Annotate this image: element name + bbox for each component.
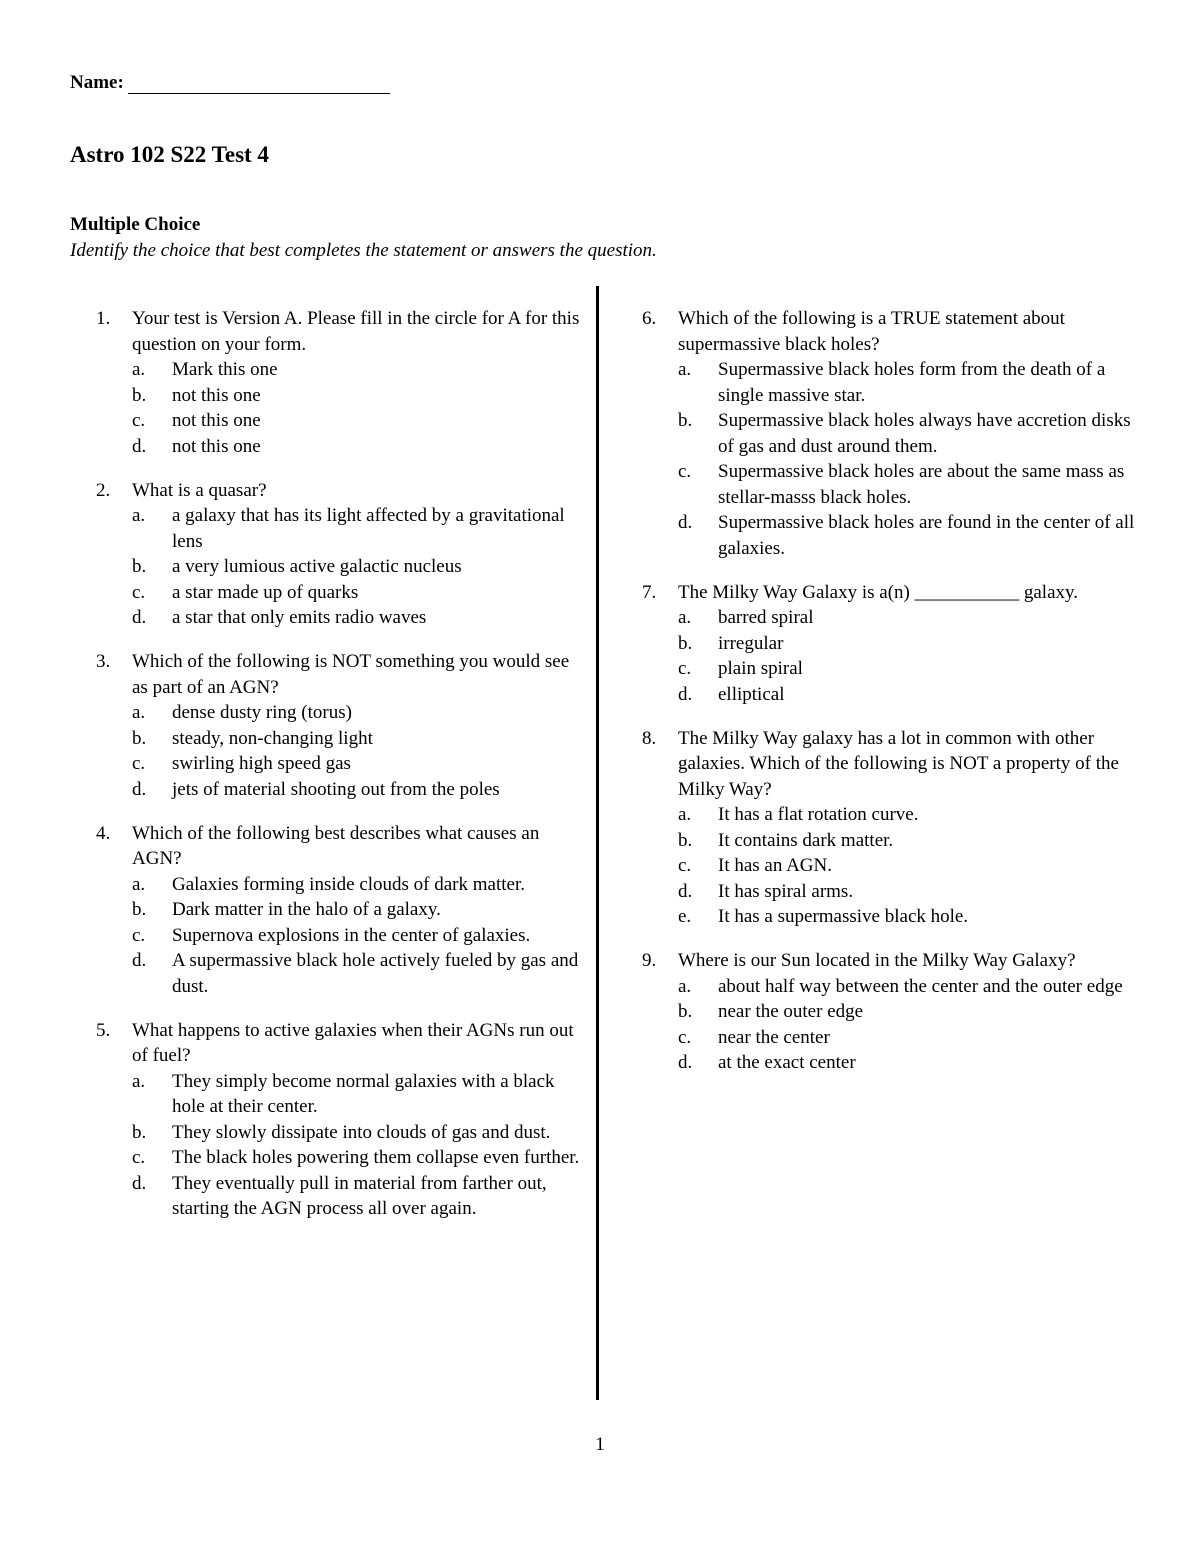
question-text: Which of the following best describes what causes an AGN? bbox=[132, 822, 540, 869]
choice-text: The black holes powering them collapse even further. bbox=[172, 1147, 580, 1168]
question-number: 2. bbox=[96, 479, 111, 501]
choice-text: barred spiral bbox=[718, 607, 814, 628]
answer-choice bbox=[132, 383, 586, 409]
question-text: Which of the following is a TRUE statement about supermassive black holes? bbox=[678, 308, 1065, 355]
choice-letter: a. bbox=[132, 505, 146, 526]
choice-letter: d. bbox=[132, 607, 147, 628]
choice-text: It has spiral arms. bbox=[718, 880, 854, 902]
answer-choice bbox=[132, 1120, 586, 1146]
answer-choice bbox=[678, 904, 1142, 930]
choice-text: not this one bbox=[172, 384, 261, 406]
choice-letter: d. bbox=[132, 435, 147, 457]
choice-letter: a. bbox=[132, 702, 146, 723]
answer-choice bbox=[678, 459, 1142, 510]
choice-text: They slowly dissipate into clouds of gas and dust. bbox=[172, 1121, 551, 1143]
question-number: 3. bbox=[96, 651, 111, 672]
choice-letter: b. bbox=[678, 829, 693, 851]
choice-text: about half way between the center and the outer edge bbox=[718, 975, 1123, 997]
choice-text: It has a supermassive black hole. bbox=[718, 906, 969, 927]
answer-choice bbox=[132, 751, 586, 777]
answer-choice bbox=[678, 853, 1142, 879]
choice-letter: a. bbox=[132, 1070, 146, 1092]
answer-choice bbox=[678, 828, 1142, 854]
choice-letter: d. bbox=[132, 778, 147, 800]
answer-choice bbox=[678, 879, 1142, 905]
choice-text: near the outer edge bbox=[718, 1001, 864, 1022]
question-number: 5. bbox=[96, 1019, 111, 1041]
choice-letter: c. bbox=[132, 753, 146, 774]
choice-text: a galaxy that has its light affected by a gravitational lens bbox=[172, 505, 565, 552]
choice-letter: d. bbox=[678, 1052, 693, 1073]
question-body bbox=[678, 580, 1142, 708]
choice-text: Supermassive black holes always have accretion disks of gas and dust around them. bbox=[718, 410, 1131, 457]
question-body bbox=[132, 649, 586, 802]
choice-letter: a. bbox=[132, 359, 146, 380]
choice-letter: c. bbox=[678, 855, 692, 876]
question-text: The Milky Way Galaxy is a(n) ___________ galaxy. bbox=[678, 581, 1079, 603]
question-text: What is a quasar? bbox=[132, 479, 267, 501]
choice-text: Supernova explosions in the center of galaxies. bbox=[172, 924, 531, 946]
answer-choice bbox=[132, 726, 586, 752]
answer-choice bbox=[678, 974, 1142, 1000]
question-item bbox=[96, 821, 586, 1000]
question-text: The Milky Way galaxy has a lot in common with other galaxies. Which of the following is NOT a property of the Milky Way? bbox=[678, 727, 1119, 800]
question-column-right bbox=[642, 306, 1142, 1094]
choice-text: They eventually pull in material from farther out, starting the AGN process all over again. bbox=[172, 1172, 547, 1219]
question-text: Your test is Version A. Please fill in the circle for A for this question on your form. bbox=[132, 308, 580, 355]
question-body bbox=[678, 948, 1142, 1076]
answer-choice bbox=[678, 682, 1142, 708]
question-text: Where is our Sun located in the Milky Way Galaxy? bbox=[678, 950, 1076, 971]
choice-letter: b. bbox=[678, 1001, 693, 1022]
answer-choice bbox=[132, 554, 586, 580]
answer-choice bbox=[132, 700, 586, 726]
choice-text: steady, non-changing light bbox=[172, 727, 373, 749]
name-field bbox=[70, 72, 390, 94]
choice-letter: b. bbox=[132, 899, 147, 920]
choice-letter: b. bbox=[132, 556, 147, 577]
question-body bbox=[132, 306, 586, 459]
name-blank-line[interactable] bbox=[128, 73, 390, 94]
choice-letter: c. bbox=[678, 658, 692, 679]
choice-text: swirling high speed gas bbox=[172, 753, 351, 774]
answer-choice bbox=[132, 1069, 586, 1120]
choice-letter: b. bbox=[678, 410, 693, 431]
choice-text: They simply become normal galaxies with a black hole at their center. bbox=[172, 1070, 555, 1117]
question-item bbox=[642, 306, 1142, 561]
choice-letter: a. bbox=[678, 975, 692, 997]
question-item bbox=[96, 1018, 586, 1222]
question-item bbox=[642, 726, 1142, 930]
question-number: 4. bbox=[96, 822, 111, 844]
choice-text: a very lumious active galactic nucleus bbox=[172, 556, 462, 577]
answer-choice bbox=[132, 948, 586, 999]
question-text: What happens to active galaxies when their AGNs run out of fuel? bbox=[132, 1019, 574, 1066]
answer-choice bbox=[132, 434, 586, 460]
answer-choice bbox=[678, 631, 1142, 657]
choice-letter: b. bbox=[132, 384, 147, 406]
column-divider bbox=[596, 286, 599, 1400]
choice-text: Dark matter in the halo of a galaxy. bbox=[172, 899, 441, 920]
question-body bbox=[132, 821, 586, 1000]
answer-choice bbox=[678, 656, 1142, 682]
page-number: 1 bbox=[595, 1434, 605, 1455]
answer-choice bbox=[132, 777, 586, 803]
choice-letter: c. bbox=[132, 581, 146, 603]
question-text: Which of the following is NOT something you would see as part of an AGN? bbox=[132, 651, 570, 698]
answer-choice bbox=[678, 510, 1142, 561]
question-item bbox=[642, 580, 1142, 708]
answer-choice bbox=[132, 408, 586, 434]
question-number: 9. bbox=[642, 950, 657, 971]
choice-letter: b. bbox=[132, 1121, 147, 1143]
question-body bbox=[132, 1018, 586, 1222]
answer-choice bbox=[678, 1050, 1142, 1076]
question-number: 6. bbox=[642, 308, 657, 329]
answer-choice bbox=[132, 580, 586, 606]
answer-choice bbox=[678, 408, 1142, 459]
choice-text: A supermassive black hole actively fueled by gas and dust. bbox=[172, 950, 579, 997]
choice-letter: b. bbox=[132, 727, 147, 749]
question-item bbox=[96, 478, 586, 631]
choice-text: It contains dark matter. bbox=[718, 829, 894, 851]
choice-letter: c. bbox=[132, 410, 146, 431]
choice-text: It has a flat rotation curve. bbox=[718, 804, 919, 825]
choice-text: Supermassive black holes form from the death of a single massive star. bbox=[718, 359, 1106, 406]
choice-text: a star that only emits radio waves bbox=[172, 607, 427, 628]
choice-letter: a. bbox=[132, 873, 146, 895]
choice-letter: a. bbox=[678, 607, 692, 628]
choice-text: at the exact center bbox=[718, 1052, 856, 1073]
choice-letter: c. bbox=[132, 924, 146, 946]
answer-choice bbox=[132, 897, 586, 923]
choice-text: a star made up of quarks bbox=[172, 581, 359, 603]
choice-text: elliptical bbox=[718, 683, 785, 705]
choice-text: irregular bbox=[718, 632, 784, 654]
section-instructions: Identify the choice that best completes the statement or answers the question. bbox=[70, 240, 657, 261]
choice-text: Galaxies forming inside clouds of dark matter. bbox=[172, 873, 525, 895]
answer-choice bbox=[678, 357, 1142, 408]
answer-choice bbox=[132, 923, 586, 949]
question-body bbox=[678, 306, 1142, 561]
answer-choice bbox=[132, 872, 586, 898]
choice-letter: d. bbox=[132, 950, 147, 971]
question-body bbox=[678, 726, 1142, 930]
question-number: 7. bbox=[642, 581, 657, 603]
choice-text: Supermassive black holes are found in the center of all galaxies. bbox=[718, 512, 1135, 559]
answer-choice bbox=[132, 357, 586, 383]
choice-letter: a. bbox=[678, 804, 692, 825]
choice-letter: d. bbox=[678, 880, 693, 902]
answer-choice bbox=[132, 1171, 586, 1222]
choice-text: dense dusty ring (torus) bbox=[172, 702, 352, 723]
answer-choice bbox=[678, 1025, 1142, 1051]
choice-text: jets of material shooting out from the poles bbox=[172, 778, 500, 800]
question-number: 8. bbox=[642, 727, 657, 749]
choice-letter: d. bbox=[678, 512, 693, 533]
choice-letter: c. bbox=[678, 1026, 692, 1048]
question-item bbox=[96, 649, 586, 802]
answer-choice bbox=[132, 503, 586, 554]
choice-letter: e. bbox=[678, 906, 692, 927]
answer-choice bbox=[132, 1145, 586, 1171]
choice-text: It has an AGN. bbox=[718, 855, 832, 876]
choice-letter: d. bbox=[678, 683, 693, 705]
choice-text: not this one bbox=[172, 435, 261, 457]
answer-choice bbox=[678, 999, 1142, 1025]
choice-letter: b. bbox=[678, 632, 693, 654]
question-item bbox=[96, 306, 586, 459]
answer-choice bbox=[678, 802, 1142, 828]
choice-letter: c. bbox=[132, 1147, 146, 1168]
choice-letter: c. bbox=[678, 461, 692, 482]
question-number: 1. bbox=[96, 308, 111, 329]
choice-text: not this one bbox=[172, 410, 261, 431]
choice-text: near the center bbox=[718, 1026, 830, 1048]
choice-text: Mark this one bbox=[172, 359, 278, 380]
question-item bbox=[642, 948, 1142, 1076]
choice-letter: a. bbox=[678, 359, 692, 380]
section-heading: Multiple Choice bbox=[70, 214, 201, 235]
question-body bbox=[132, 478, 586, 631]
choice-text: plain spiral bbox=[718, 658, 803, 679]
answer-choice bbox=[132, 605, 586, 631]
test-title: Astro 102 S22 Test 4 bbox=[70, 142, 269, 167]
choice-text: Supermassive black holes are about the same mass as stellar-masss black holes. bbox=[718, 461, 1125, 508]
answer-choice bbox=[678, 605, 1142, 631]
question-column-left bbox=[96, 306, 586, 1240]
name-label: Name: bbox=[70, 72, 124, 93]
choice-letter: d. bbox=[132, 1172, 147, 1194]
